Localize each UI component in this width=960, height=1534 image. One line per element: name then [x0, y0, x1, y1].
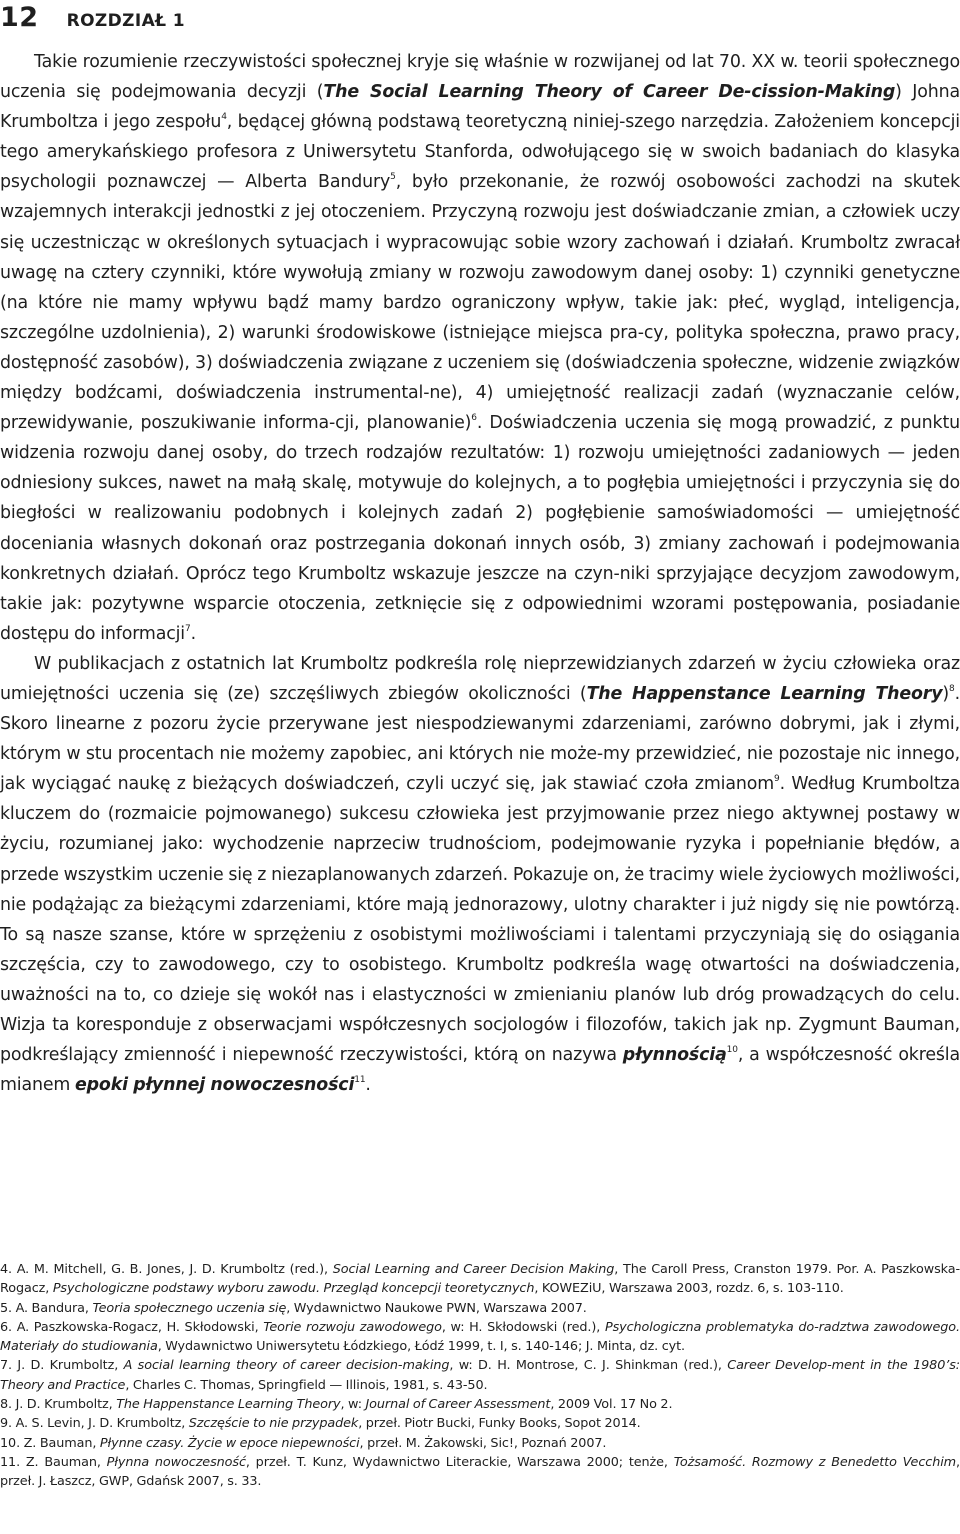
footnote-text: 9. A. S. Levin, J. D. Krumboltz, [0, 1416, 189, 1432]
footnote-10 [0, 1434, 960, 1453]
footnote-text: 11. Z. Bauman, [0, 1454, 107, 1470]
text-span: W publikacjach z ostatnich lat Krumboltz podkreśla rolę nieprzewidzianych zdarzeń w życiu człowieka oraz umiejętności uczenia się (ze) szczęśliwych zbiegów okoliczności ( [0, 653, 960, 704]
footnote-ref-9[interactable]: 9 [774, 774, 780, 785]
footnote-text: , przeł. Piotr Bucki, Funky Books, Sopot 2014. [358, 1416, 641, 1432]
footnote-title: Career Develop-ment in the 1980’s: Theory and Practice [0, 1358, 960, 1393]
footnote-text: , przeł. M. Żakowski, Sic!, Poznań 2007. [359, 1435, 607, 1451]
footnote-text: , w: H. Skłodowski (red.), [441, 1319, 605, 1335]
work-title: The Happenstance Learning Theory [586, 683, 943, 704]
footnotes [0, 1260, 960, 1492]
footnote-text: 4. A. M. Mitchell, G. B. Jones, J. D. Krumboltz (red.), [0, 1262, 333, 1277]
running-header [0, 2, 185, 33]
footnote-ref-7[interactable]: 7 [185, 623, 191, 634]
footnote-6 [0, 1318, 960, 1357]
footnote-text: 10. Z. Bauman, [0, 1435, 100, 1451]
footnote-text: 6. A. Paszkowska-Rogacz, H. Skłodowski, [0, 1319, 264, 1335]
footnote-title: A social learning theory of career decision-making [123, 1358, 450, 1374]
footnote-title: Journal of Career Assessment [365, 1397, 551, 1413]
footnote-text: 7. J. D. Krumboltz, [0, 1358, 124, 1374]
footnote-ref-8[interactable]: 8 [949, 683, 955, 694]
footnote-text: 8. J. D. Krumboltz, [0, 1397, 117, 1413]
footnote-title: Teorie rozwoju zawodowego [263, 1319, 442, 1335]
text-span: , było przekonanie, że rozwój osobowości zachodzi na skutek wzajemnych interakcji jednostki z jej otoczeniem. Przyczyną rozwoju jest doświadczanie zmian, a człowiek uczy się uczestnicząc w określonych sytuacjach i wypracowując sobie wzory zachowań i działań. Krumboltz zwracał uwagę na cztery czynniki, które wywołują zmiany w rozwoju zawodowym danej osoby: 1) czynniki genetyczne (na które nie mamy wpływu bądź mamy bardzo ograniczony wpływ, takie jak: płeć, wygląd, inteligencja, szczególne uzdolnienia), 2) warunki środowiskowe (istniejące miejsca pra-cy, polityka społeczna, prawo pracy, dostępność zasobów), 3) doświadczenia związane z uczeniem się (doświadczenia społeczne, widzenie związków między bodźcami, doświadczenia instrumental-ne), 4) umiejętność realizacji zadań (wyznaczanie celów, przewidywanie, poszukiwanie informa-cji, planowanie) [0, 172, 960, 434]
footnote-text: , 2009 Vol. 17 No 2. [550, 1397, 673, 1413]
footnote-text: , w: [340, 1397, 366, 1413]
footnote-ref-5[interactable]: 5 [390, 172, 396, 183]
text-span: . Według Krumboltza kluczem do (rozmaicie pojmowanego) sukcesu człowieka jest przyjmowanie przez niego aktywnej postawy w życiu, rozumianej jako: wychodzenie naprzeciw trudnościom, podejmowanie ryzyka i popełnianie błędów, a przede wszystkim uczenie się z niezaplanowanych zdarzeń. Pokazuje on, że tracimy wiele życiowych możliwości, nie podążając za bieżącymi zdarzeniami, które mają jednorazowy, ulotny charakter i już nigdy się nie powtórzą. To są nasze szanse, które w sprzężeniu z osobistymi możliwościami i talentami przyczyniają się do osiągania szczęścia, czy to zawodowego, czy to osobistego. Krumboltz podkreśla wagę otwartości na doświadczenia, uważności na to, co dzieje się wokół nas i elastyczności w zmienianiu planów lub dróg prowadzących do celu. Wizja ta koresponduje z obserwacjami współczesnych socjologów i filozofów, takich jak np. Zygmunt Bauman, podkreślający zmienność i niepewność rzeczywistości, którą on nazywa [0, 774, 960, 1066]
footnote-7 [0, 1356, 960, 1395]
text-span: . Doświadczenia uczenia się mogą prowadzić, z punktu widzenia rozwoju danej osoby, do trzech rodzajów rezultatów: 1) rozwoju umiejętności zadaniowych — jeden odniesiony sukces, nawet na małą skalę, motywuje do kolejnych, a to pogłębia umiejętności i przyczynia się do biegłości w realizowaniu podobnych i kolejnych zadań 2) pogłębienie samoświadomości — umiejętność doceniania własnych dokonań oraz postrzegania dokonań innych osób, 3) zmiany zachowań i podejmowania konkretnych działań. Oprócz tego Krumboltz wskazuje jeszcze na czyn-niki sprzyjające decyzjom zawodowym, takie jak: pozytywne wsparcie otoczenia, zetknięcie się z odpowiednimi wzorami postępowania, posiadanie dostępu do informacji [0, 413, 960, 644]
footnote-4 [0, 1260, 960, 1299]
text-span: ) [942, 683, 950, 704]
footnote-8 [0, 1395, 960, 1414]
work-title: The Social Learning Theory of Career De-cission-Making [323, 82, 896, 103]
paragraph-2 [0, 649, 960, 1100]
text-span: . Skoro linearne z pozoru życie przerywane jest niespodziewanymi zdarzeniami, zarówno dobrymi, jak i złymi, którym w stu procentach nie możemy zapobiec, ani których nie może-my przewidzieć, nie pozostaje nic innego, jak wyciągać naukę z bieżących doświadczeń, czyli uczyć się, jak stawiać czoła zmianom [0, 683, 960, 795]
footnote-text: , w: D. H. Montrose, C. J. Shinkman (red.), [449, 1358, 728, 1374]
footnote-title: Psychologiczna problematyka do-radztwa zawodowego. Materiały do studiowania [0, 1319, 960, 1355]
footnote-title: Płynne czasy. Życie w epoce niepewności [99, 1435, 360, 1451]
emphasized-term: epoki płynnej nowoczesności [74, 1075, 355, 1096]
text-span: , a współczesność określa mianem [0, 1045, 960, 1096]
footnote-5 [0, 1299, 960, 1318]
footnote-text: , Wydawnictwo Uniwersytetu Łódzkiego, Łódź 1999, t. I, s. 140-146; J. Minta, dz. cyt. [157, 1339, 686, 1355]
paragraph-1 [0, 47, 960, 649]
footnote-text: , przeł. T. Kunz, Wydawnictwo Literackie, Warszawa 2000; tenże, [245, 1454, 674, 1470]
footnote-text: , KOWEZiU, Warszawa 2003, rozdz. 6, s. 103-110. [534, 1281, 844, 1297]
page-number: 12 [0, 2, 39, 33]
footnote-text: , Wydawnictwo Naukowe PWN, Warszawa 2007. [286, 1300, 587, 1316]
main-text [0, 47, 960, 1100]
emphasized-term: płynnością [622, 1045, 727, 1066]
footnote-title: The Happenstance Learning Theory [116, 1397, 341, 1413]
footnote-ref-10[interactable]: 10 [726, 1045, 738, 1056]
footnote-ref-11[interactable]: 11 [354, 1075, 366, 1086]
footnote-title: Tożsamość. Rozmowy z Benedetto Vecchim [673, 1454, 957, 1470]
footnote-ref-6[interactable]: 6 [471, 413, 477, 424]
footnote-title: Płynna nowoczesność [106, 1454, 246, 1470]
footnote-text: , The Caroll Press, Cranston 1979. Por. A. Paszkowska-Rogacz, [0, 1262, 960, 1297]
footnote-9 [0, 1414, 960, 1433]
footnote-title: Social Learning and Career Decision Making [332, 1262, 615, 1277]
footnote-ref-4[interactable]: 4 [221, 112, 227, 123]
chapter-title: ROZDZIAŁ 1 [66, 11, 186, 31]
text-span: , będącej główną podstawą teoretyczną niniej-szego narzędzia. Założeniem koncepcji tego amerykańskiego profesora z Uniwersytetu Stanforda, odwołującego się w swoich badaniach do klasyka psychologii poznawczej — Alberta Bandury [0, 112, 960, 193]
footnote-title: Szczęście to nie przypadek [188, 1416, 359, 1432]
text-span: ) Johna Krumboltza i jego zespołu [0, 82, 960, 133]
text-span: . [365, 1075, 371, 1096]
footnote-text: 5. A. Bandura, [0, 1300, 93, 1316]
footnote-text: , przeł. J. Łaszcz, GWP, Gdańsk 2007, s. 33. [0, 1454, 960, 1490]
footnote-text: , Charles C. Thomas, Springfield — Illinois, 1981, s. 43-50. [125, 1377, 488, 1393]
text-span: Takie rozumienie rzeczywistości społecznej kryje się właśnie w rozwijanej od lat 70. XX w. teorii społecznego uczenia się podejmowania decyzji ( [0, 52, 960, 103]
text-span: . [190, 623, 196, 644]
footnote-title: Teoria społecznego uczenia się [92, 1300, 287, 1316]
footnote-title: Psychologiczne podstawy wyboru zawodu. Przegląd koncepcji teoretycznych [52, 1281, 535, 1297]
footnote-11 [0, 1453, 960, 1492]
